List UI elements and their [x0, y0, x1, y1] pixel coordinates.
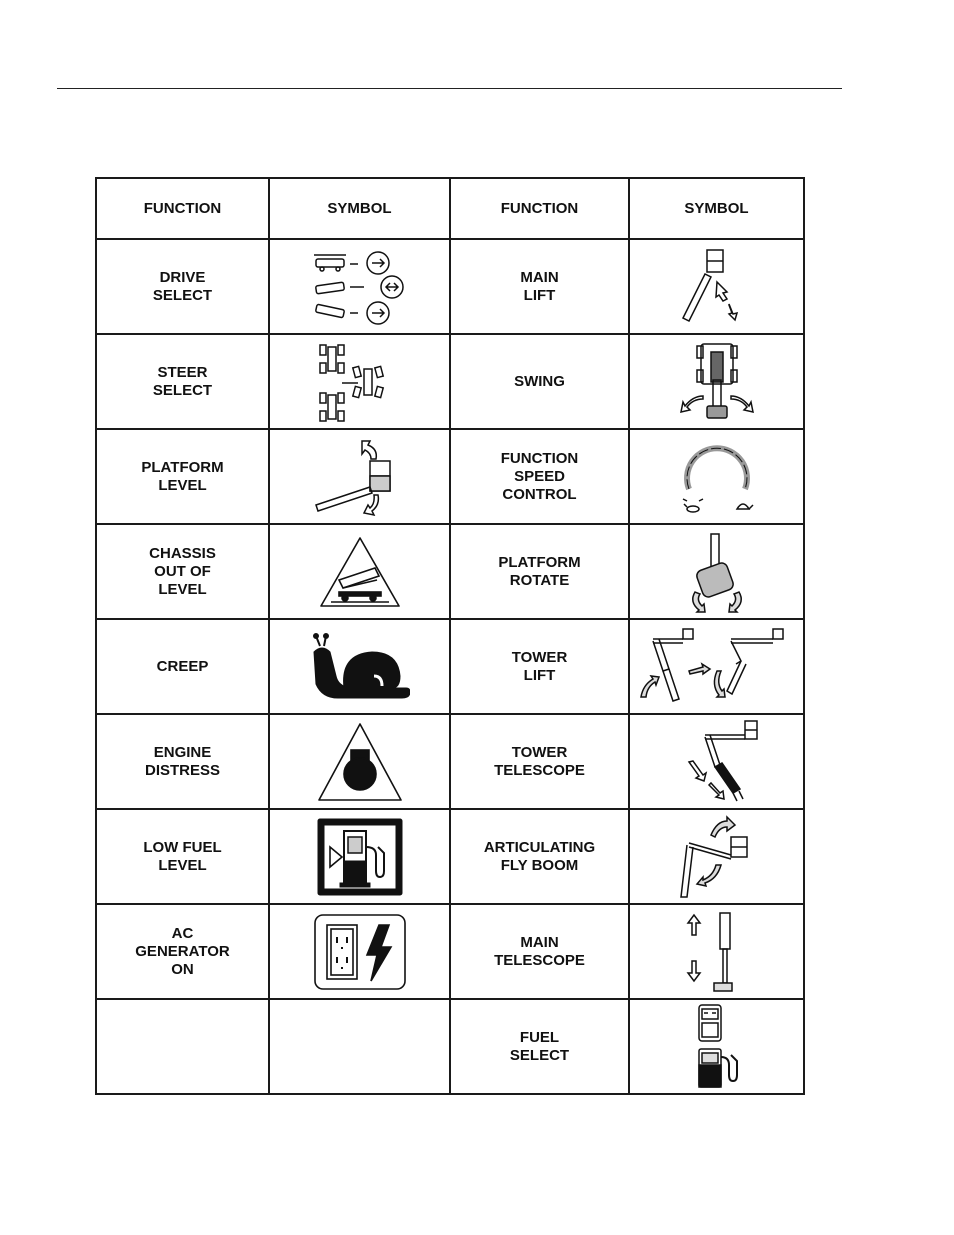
function-label: PLATFORM ROTATE [450, 524, 629, 619]
drive-select-icon [310, 247, 410, 327]
table-row [96, 239, 804, 334]
function-label: STEER SELECT [96, 334, 269, 429]
symbol-table [95, 177, 805, 1095]
function-speed-control-icon [677, 435, 757, 519]
table-row [96, 999, 804, 1094]
creep-snail-icon [310, 632, 410, 702]
function-label: MAIN TELESCOPE [450, 904, 629, 999]
function-label: FUNCTION SPEED CONTROL [450, 429, 629, 524]
tower-lift-icon [637, 627, 797, 707]
function-label: TOWER LIFT [450, 619, 629, 714]
table-row [96, 904, 804, 999]
platform-rotate-icon [677, 530, 757, 614]
header-function-right: FUNCTION [450, 178, 629, 239]
function-label: DRIVE SELECT [96, 239, 269, 334]
table-row [96, 334, 804, 429]
function-label: FUEL SELECT [450, 999, 629, 1094]
swing-icon [677, 340, 757, 424]
header-symbol-right: SYMBOL [629, 178, 804, 239]
function-label: PLATFORM LEVEL [96, 429, 269, 524]
table-row [96, 714, 804, 809]
table-row [96, 524, 804, 619]
table-row [96, 619, 804, 714]
function-label: LOW FUEL LEVEL [96, 809, 269, 904]
function-label: AC GENERATOR ON [96, 904, 269, 999]
tower-telescope-icon [667, 719, 767, 805]
ac-generator-on-icon [313, 913, 407, 991]
main-lift-icon [677, 246, 757, 328]
main-telescope-icon [682, 911, 752, 993]
fuel-select-icon [687, 1003, 747, 1091]
function-label: MAIN LIFT [450, 239, 629, 334]
function-label: TOWER TELESCOPE [450, 714, 629, 809]
function-label: ENGINE DISTRESS [96, 714, 269, 809]
empty-symbol-cell [269, 999, 450, 1094]
table-row [96, 809, 804, 904]
steer-select-icon [310, 341, 410, 423]
function-label: CREEP [96, 619, 269, 714]
platform-level-icon [310, 435, 410, 519]
function-label [96, 999, 269, 1094]
table-row [96, 429, 804, 524]
function-label: CHASSIS OUT OF LEVEL [96, 524, 269, 619]
articulating-fly-boom-icon [677, 815, 757, 899]
low-fuel-level-icon [316, 817, 404, 897]
header-rule [57, 88, 842, 89]
header-symbol-left: SYMBOL [269, 178, 450, 239]
engine-distress-icon [315, 720, 405, 804]
header-function-left: FUNCTION [96, 178, 269, 239]
function-label: SWING [450, 334, 629, 429]
function-label: ARTICULATING FLY BOOM [450, 809, 629, 904]
chassis-out-of-level-icon [317, 534, 403, 610]
table-header-row [96, 178, 804, 239]
